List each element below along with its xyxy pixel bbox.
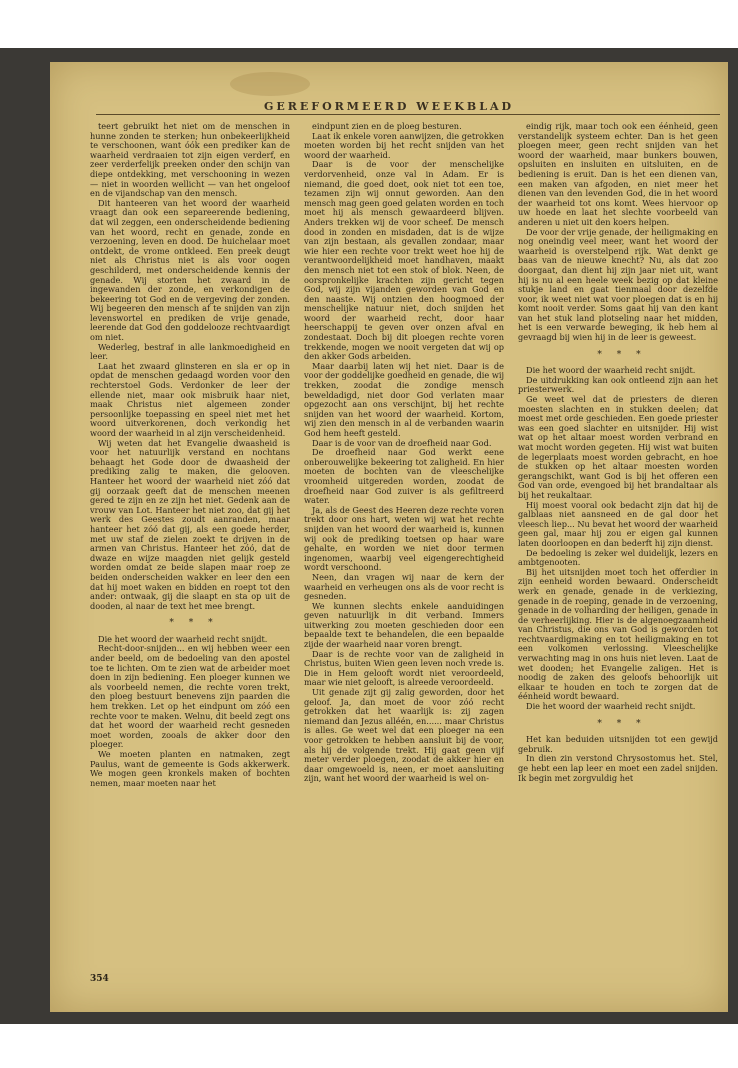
paragraph: Hij moest vooral ook bedacht zijn dat hij de galblaas niet aansneed en de gal door het vleesch liep... Nu bevat het woord der waarheid geen gal, maar hij zou er eigen gal kunnen laten doorloopen en dan bederft hij zijn dienst. [518, 499, 718, 548]
paragraph: Laat ik enkele voren aanwijzen, die getrokken moeten worden bij het recht snijden van het woord der waarheid. [304, 130, 504, 160]
column-right [518, 122, 718, 982]
column-middle [304, 122, 504, 982]
paragraph: Die het woord der waarheid recht snijdt. [526, 701, 696, 712]
paragraph: Ge weet wel dat de priesters de dieren moesten slachten en in stukken deelen; dat moest met orde geschieden. Een goede priester was een goed slachter en uitsnijder. Hij wist wat op het altaar moest worden verbrand en wat mocht worden gegeten. Hij wist wat buiten de legerplaats moest worden gebracht, en hoe de stukken op het altaar moesten worden gerangschikt, want God is bij het offeren een God van orde, evengoed bij het brandaltaar als bij het reukaltaar. [518, 394, 718, 500]
paragraph: We kunnen slechts enkele aanduidingen geven natuurlijk in dit verband. Immers uitwerking zou moeten geschieden door een bepaalde text te behandelen, die een bepaalde zijde der waarheid naar voren brengt. [304, 600, 504, 650]
section-ornament: * * * [169, 618, 219, 629]
text-columns [90, 122, 726, 982]
paragraph: Wederleg, bestraf in alle lankmoedigheid en leer. [90, 341, 290, 362]
paragraph: Daar is de voor van de droefheid naar God. [312, 437, 492, 448]
paragraph: eindig rijk, maar toch ook een éénheid, geen verstandelijk systeem echter. Dan is het geen ploegen meer, geen recht snijden van het woord der waarheid, maar bunkers bouwen, opsluiten en insluiten en uitsluiten, en de bediening is eruit. Dan is het een dienen van, een maken van afgoden, en niet meer het dienen van den levenden God, die in het woord der waarheid tot ons komt. Wees hiervoor op uw hoede en laat het slechte voorbeeld van anderen u niet uit den koers helpen. [518, 122, 718, 227]
paragraph: Daar is de voor der menschelijke verdorvenheid, onze val in Adam. Er is niemand, die goed doet, ook niet tot een toe, tezamen zijn wij onnut geworden. Aan den mensch mag geen goed gelaten worden en toch moet hij als mensch gewaardeerd blijven. Anders trekken wij de voor scheef. De mensch dood in zonden en misdaden, dat is de wijze van zijn bestaan, als gevallen zondaar, maar wie hier een rechte voor trekt weet hoe hij de verantwoordelijkheid moet handhaven, maakt den mensch niet tot een stok of blok. Neen, de oorspronkelijke krachten zijn gericht tegen God, wij zijn vijanden geworden van God en den naaste. Wij ontzien den hoogmoed der menschelijke natuur niet, doch snijden het woord der waarheid recht, door haar heerschappij te geven over onzen afval en zondestaat. Doch bij dit ploegen rechte voren trekkende, mogen we nooit vergeten dat wij op den akker Gods arbeiden. [304, 159, 504, 362]
paper-stain [230, 72, 310, 96]
paragraph: Maar daarbij laten wij het niet. Daar is de voor der goddelijke goedheid en genade, die wij trekken, zoodat die zondige mensch beweldadigd, niet door God verlaten maar opgezocht aan ons verschijnt, bij het rechte snijden van het woord der waarheid. Kortom, wij zien den mensch in al de verbanden waarin God hem heeft gesteld. [304, 360, 504, 438]
paragraph: Ja, als de Geest des Heeren deze rechte voren trekt door ons hart, weten wij wat het rechte snijden van het woord der waarheid is, kunnen wij ook de prediking toetsen op haar ware gehalte, en worden we niet door termen ingenomen, waarbij veel eigengerechtigheid wordt verschoond. [304, 504, 504, 573]
paragraph: We moeten planten en natmaken, zegt Paulus, want de gemeente is Gods akkerwerk. We mogen geen kronkels maken of bochten nemen, maar moeten naar het [90, 749, 290, 788]
paragraph: Daar is de rechte voor van de zaligheid in Christus, buiten Wien geen leven noch vrede is. Die in Hem gelooft wordt niet veroordeeld, maar wie niet gelooft, is alreede veroordeeld. [304, 648, 504, 688]
paragraph: Dit hanteeren van het woord der waarheid vraagt dan ook een separeerende bediening, dat wil zeggen, een onderscheidende bediening van het woord, recht en genade, zonde en verzoening, leven en dood. De huichelaar moet ontdekt, de vrome ontkleed. Een preek deugt niet als Christus niet is als voor oogen geschilderd, met onderscheidende kennis der genade. Wij storten het zwaard in de ingewanden der zonde, en verkondigen de bekeering tot God en de vergeving der zonden. Wij begeeren den mensch af te snijden van zijn levenswortel en prediken de vrije genade, leerende dat God den goddelooze rechtvaardigt om niet. [90, 197, 290, 343]
paragraph: De droefheid naar God werkt eene onberouwelijke bekeering tot zaligheid. En hier moeten de bochten van de vleeschelijke vroomheid uitgereden worden, zoodat de droefheid naar God zuiver is als gefiltreerd water. [304, 447, 504, 506]
paragraph: eindpunt zien en de ploeg besturen. [312, 122, 462, 131]
paragraph: Wij weten dat het Evangelie dwaasheid is voor het natuurlijk verstand en nochtans behaagt het Gode door de dwaasheid der prediking zalig te maken, die gelooven. Hanteer het woord der waarheid niet zóó dat gij oorzaak geeft dat de menschen meenen gered te zijn en ze zijn het niet. Gedenk aan de vrouw van Lot. Hanteer het niet zoo, dat gij het werk des Geestes zoudt aanranden, maar hanteer het zóó dat gij, als een goede herder, met uw staf de zielen zoekt te drijven in de armen van Christus. Hanteer het zóó, dat de dwaze en wijze maagden niet gelijk gesteld worden omdat ze beide slapen maar roep ze beiden onderscheiden wakker en leer den een dat hij moet waken en bidden en roept tot den ander: ontwaak, gij die slaapt en sta op uit de dooden, al naar de text het mee brengt. [90, 437, 290, 611]
paragraph: teert gebruikt het niet om de menschen in hunne zonden te sterken; hun onbekeerlijkheid te verschoonen, want óók een prediker kan de waarheid verdraaien tot zijn eigen verderf, en zeer verderfelijk preeken onder den schijn van diepe ontdekking, met verschooning in wezen — niet in woorden wellicht — van het ongeloof en de vijandschap van den mensch. [90, 122, 290, 199]
paragraph: In dien zin verstond Chrysostomus het. Stel, ge hebt een lap leer en moet een zadel snijden. Ik begin met zorgvuldig het [518, 753, 718, 783]
magazine-page [50, 62, 728, 1012]
paragraph: Neen, dan vragen wij naar de kern der waarheid en verheugen ons als de voor recht is gesneden. [304, 571, 504, 602]
paragraph: Laat het zwaard glinsteren en sla er op in opdat de menschen gedaagd worden voor den rechterstoel Gods. Verdonker de leer der ellende niet, maar ook misbruik haar niet, maak Christus niet algemeen zonder persoonlijke toepassing en speel niet met het woord uitverkorenen, doch verkondig het woord der waarheid in al zijn verscheidenheid. [90, 360, 290, 438]
paragraph: Die het woord der waarheid recht snijdt. [98, 633, 268, 644]
paragraph: De bedoeling is zeker wel duidelijk, lezers en ambtgenooten. [518, 547, 718, 568]
paragraph: Uit genade zijt gij zalig geworden, door het geloof. Ja, dan moet de voor zóó recht getrokken dat het waarlijk is: zij zagen niemand dan Jezus alléén, en...... maar Christus is alles. Ge weet wel dat een ploeger na een voor getrokken te hebben aansluit bij de voor, als hij de volgende trekt. Hij gaat geen vijf meter verder ploegen, zoodat de akker hier en daar omgewoeld is, neen, er moet aansluiting zijn, want het woord der waarheid is wel on- [304, 687, 504, 784]
paragraph: Die het woord der waarheid recht snijdt. [526, 365, 696, 376]
paragraph: Recht-door-snijden... en wij hebben weer een ander beeld, om de bedoeling van den apostel toe te lichten. Om te zien wat de arbeider moet doen in zijn bediening. Een ploeger kunnen we als voorbeeld nemen, die rechte voren trekt, den ploeg bestuurt benevens zijn paarden die hem trekken. Let op het eindpunt om zóó een rechte voor te maken. Welnu, dit beeld zegt ons dat het woord der waarheid recht gesneden moet worden, zooals de akker door den ploeger. [90, 643, 290, 750]
paragraph: Bij het uitsnijden moet toch het offerdier in zijn eenheid worden bewaard. Onderscheidt werk en genade, genade in de verkiezing, genade in de roeping, genade in de verzoening, genade in de volharding der heiligen, genade in de verheerlijking. Hier is de algenoegzaamheid van Christus, die ons van God is geworden tot rechtvaardigmaking en tot heiligmaking en tot een volkomen verlossing. Vleeschelijke verwachting mag in ons huis niet leven. Laat de wet dooden; het Evangelie zaligen. Het is noodig de zaken des geloofs behoorlijk uit elkaar te houden en toch te zorgen dat de éénheid wordt bewaard. [518, 566, 718, 702]
paragraph: Het kan beduiden uitsnijden tot een gewijd gebruik. [518, 734, 718, 754]
header-rule [96, 114, 720, 115]
section-ornament: * * * [597, 349, 647, 360]
column-left [90, 122, 290, 982]
running-header: GEREFORMEERD WEEKBLAD [263, 100, 515, 113]
page-number: 354 [90, 974, 109, 984]
paragraph: De uitdrukking kan ook ontleend zijn aan het priesterwerk. [518, 374, 718, 395]
section-ornament: * * * [597, 718, 647, 729]
paragraph: De voor der vrije genade, der heiligmaking en nog oneindig veel meer, want het woord der waarheid is overstelpend rijk. Wat denkt ge baas van de nieuwe knecht? Nu, als dat zoo doorgaat, dan dient hij zijn jaar niet uit, want hij is nu al een heele week bezig op dat kleine stukje land en gaat tienmaal door dezelfde voor, ik weet niet wat voor ploegen dat is en hij komt nooit verder. Soms gaat hij van den kant van het stuk land plotseling naar het midden, het is een verwarde beweging, ik heb hem al gevraagd bij wien hij in de leer is geweest. [518, 226, 718, 343]
